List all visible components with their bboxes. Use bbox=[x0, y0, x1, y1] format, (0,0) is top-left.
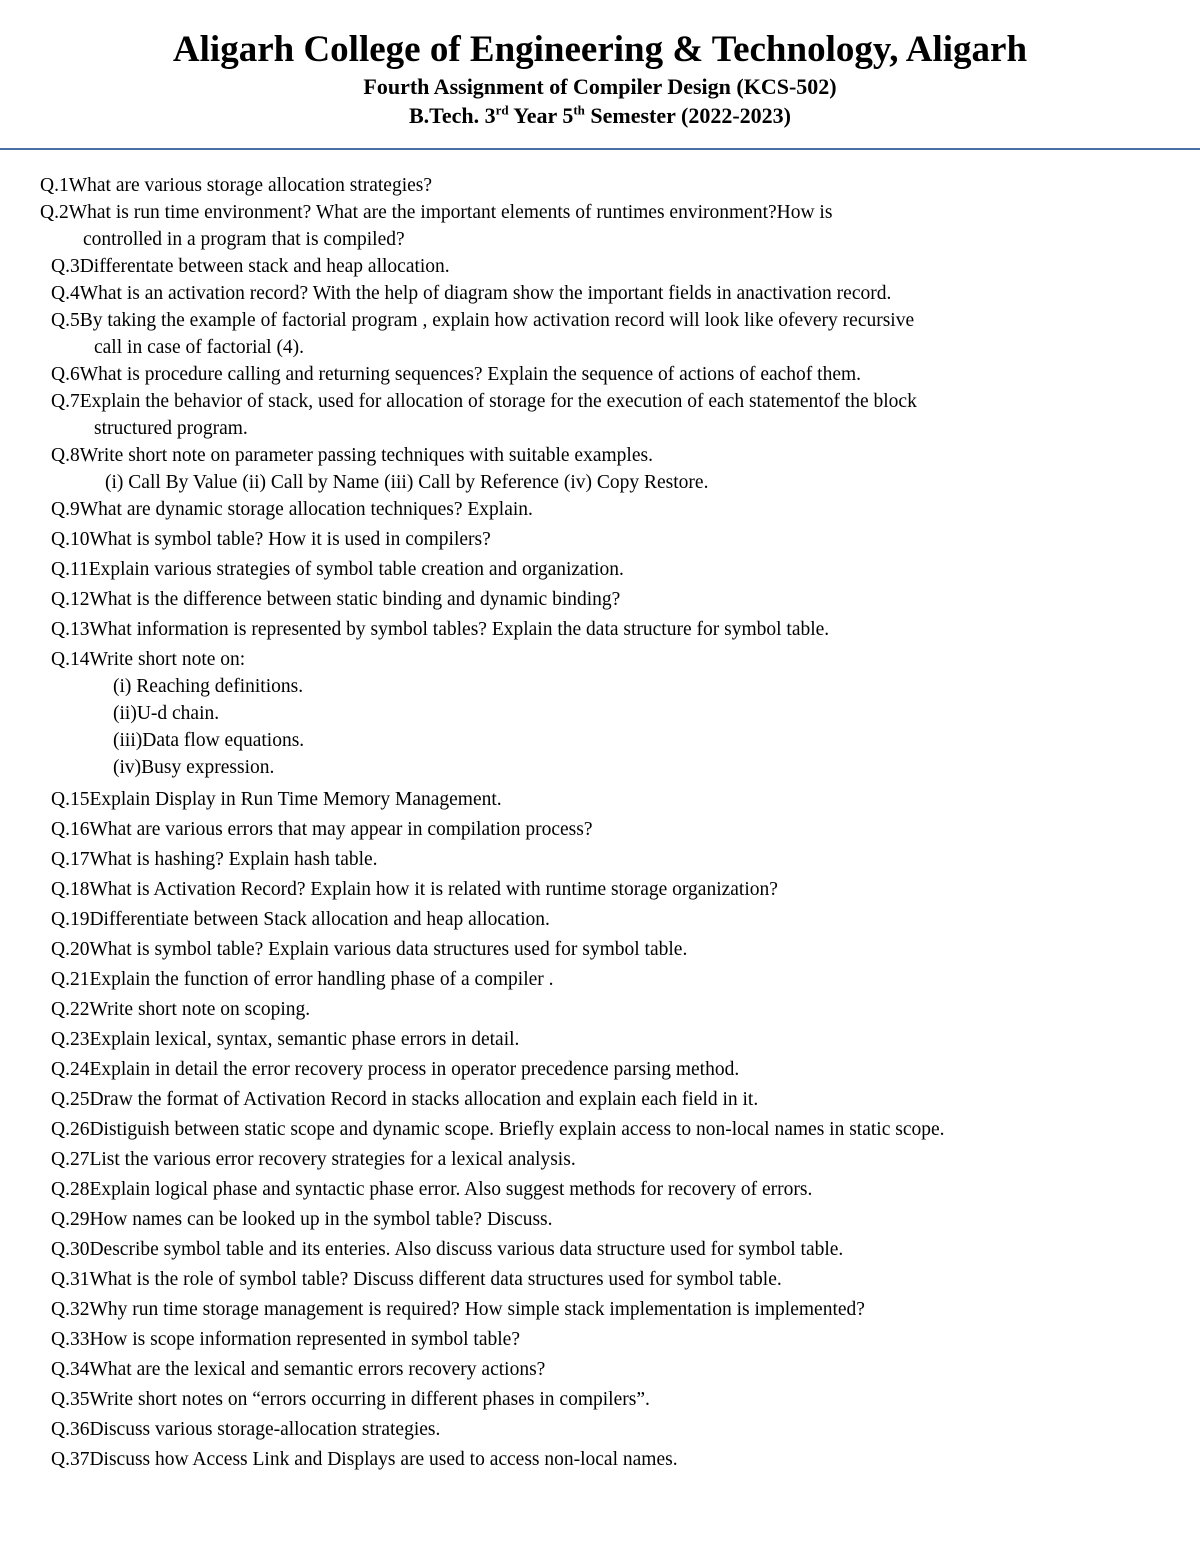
question-number: Q.33 bbox=[51, 1329, 90, 1350]
question-item bbox=[0, 1176, 1200, 1203]
question-item bbox=[0, 496, 1200, 523]
question-text: Describe symbol table and its enteries. Also discuss various data structure used for symbol table. bbox=[89, 1239, 844, 1260]
question-item bbox=[0, 586, 1200, 613]
question-number: Q.24 bbox=[51, 1059, 90, 1080]
question-text: What is an activation record? With the help of diagram show the important fields in anactivation record. bbox=[79, 283, 892, 304]
college-name: Aligarh College of Engineering & Technology, Aligarh bbox=[172, 29, 1028, 70]
question-number: Q.18 bbox=[51, 879, 90, 900]
question-item bbox=[0, 199, 1200, 226]
question-number: Q.37 bbox=[51, 1449, 90, 1470]
question-item bbox=[0, 1146, 1200, 1173]
question-number: Q.30 bbox=[51, 1239, 90, 1260]
question-item bbox=[0, 361, 1200, 388]
semester-prefix: Year 5 bbox=[508, 103, 574, 128]
question-text: Explain logical phase and syntactic phase error. Also suggest methods for recovery of errors. bbox=[89, 1179, 813, 1200]
question-item bbox=[0, 786, 1200, 813]
question-subitem: (i) Reaching definitions. bbox=[113, 676, 304, 697]
question-item bbox=[0, 526, 1200, 553]
question-subitem: (iv)Busy expression. bbox=[113, 757, 275, 778]
question-item bbox=[0, 876, 1200, 903]
question-text: Write short note on scoping. bbox=[89, 999, 311, 1020]
question-item bbox=[0, 616, 1200, 643]
question-text: How is scope information represented in symbol table? bbox=[89, 1329, 520, 1350]
question-text: What is symbol table? Explain various data structures used for symbol table. bbox=[89, 939, 688, 960]
question-text: Differentiate between Stack allocation and heap allocation. bbox=[89, 909, 550, 930]
question-text: How names can be looked up in the symbol table? Discuss. bbox=[89, 1209, 553, 1230]
question-item bbox=[0, 307, 1200, 334]
question-item bbox=[0, 1356, 1200, 1383]
question-number: Q.1 bbox=[40, 175, 69, 196]
question-text: Why run time storage management is required? How simple stack implementation is implemented? bbox=[89, 1299, 865, 1320]
question-item bbox=[0, 280, 1200, 307]
question-text: What are various errors that may appear in compilation process? bbox=[89, 819, 593, 840]
question-item bbox=[0, 1416, 1200, 1443]
question-number: Q.8 bbox=[51, 445, 80, 466]
question-text: Write short note on parameter passing techniques with suitable examples. bbox=[79, 445, 653, 466]
question-item bbox=[0, 906, 1200, 933]
question-number: Q.28 bbox=[51, 1179, 90, 1200]
question-number: Q.12 bbox=[51, 589, 90, 610]
question-text: What is procedure calling and returning sequences? Explain the sequence of actions of eachof them. bbox=[79, 364, 862, 385]
question-number: Q.19 bbox=[51, 909, 90, 930]
question-item bbox=[0, 1296, 1200, 1323]
question-number: Q.26 bbox=[51, 1119, 90, 1140]
question-item bbox=[0, 816, 1200, 843]
question-number: Q.13 bbox=[51, 619, 90, 640]
question-text: Explain the behavior of stack, used for allocation of storage for the execution of each statementof the block bbox=[79, 391, 917, 412]
question-text: Explain lexical, syntax, semantic phase errors in detail. bbox=[89, 1029, 520, 1050]
question-text: What are the lexical and semantic errors recovery actions? bbox=[89, 1359, 546, 1380]
question-number: Q.4 bbox=[51, 283, 80, 304]
semester-session: Semester (2022-2023) bbox=[584, 103, 791, 128]
question-number: Q.21 bbox=[51, 969, 90, 990]
question-text: By taking the example of factorial program , explain how activation record will look like ofevery recursive bbox=[79, 310, 915, 331]
question-text: What is symbol table? How it is used in compilers? bbox=[89, 529, 491, 550]
question-item bbox=[0, 996, 1200, 1023]
question-item bbox=[0, 1236, 1200, 1263]
question-number: Q.32 bbox=[51, 1299, 90, 1320]
question-text: Discuss various storage-allocation strategies. bbox=[89, 1419, 441, 1440]
question-text: What information is represented by symbol tables? Explain the data structure for symbol table. bbox=[89, 619, 830, 640]
question-item bbox=[0, 966, 1200, 993]
question-text: What is hashing? Explain hash table. bbox=[89, 849, 378, 870]
question-number: Q.23 bbox=[51, 1029, 90, 1050]
question-number: Q.16 bbox=[51, 819, 90, 840]
question-item bbox=[0, 388, 1200, 415]
question-item bbox=[0, 1446, 1200, 1473]
question-item bbox=[0, 1116, 1200, 1143]
question-text: Differentate between stack and heap allocation. bbox=[79, 256, 450, 277]
question-number: Q.14 bbox=[51, 649, 90, 670]
question-item bbox=[0, 646, 1200, 673]
question-subitem: (ii)U-d chain. bbox=[113, 703, 220, 724]
question-item bbox=[0, 556, 1200, 583]
year-prefix: B.Tech. 3 bbox=[408, 103, 496, 128]
question-number: Q.27 bbox=[51, 1149, 90, 1170]
question-number: Q.31 bbox=[51, 1269, 90, 1290]
question-text: Write short notes on “errors occurring in different phases in compilers”. bbox=[89, 1389, 650, 1410]
question-item bbox=[0, 253, 1200, 280]
question-text: Explain various strategies of symbol table creation and organization. bbox=[88, 559, 624, 580]
question-continuation: controlled in a program that is compiled? bbox=[83, 229, 405, 250]
question-list bbox=[0, 172, 1200, 1473]
question-number: Q.22 bbox=[51, 999, 90, 1020]
question-text: What are dynamic storage allocation techniques? Explain. bbox=[79, 499, 533, 520]
question-number: Q.3 bbox=[51, 256, 80, 277]
question-number: Q.2 bbox=[40, 202, 69, 223]
question-number: Q.5 bbox=[51, 310, 80, 331]
question-text: What is the role of symbol table? Discuss different data structures used for symbol table. bbox=[89, 1269, 782, 1290]
question-item bbox=[0, 1086, 1200, 1113]
question-number: Q.9 bbox=[51, 499, 80, 520]
question-item bbox=[0, 1386, 1200, 1413]
question-text: What is the difference between static binding and dynamic binding? bbox=[89, 589, 621, 610]
question-text: Explain the function of error handling phase of a compiler . bbox=[89, 969, 554, 990]
question-number: Q.6 bbox=[51, 364, 80, 385]
document-header bbox=[0, 28, 1200, 130]
question-number: Q.15 bbox=[51, 789, 90, 810]
question-item bbox=[0, 1206, 1200, 1233]
question-item bbox=[0, 1056, 1200, 1083]
course-year-line bbox=[0, 101, 1200, 130]
year-ordinal: rd bbox=[495, 102, 509, 118]
question-number: Q.7 bbox=[51, 391, 80, 412]
question-item bbox=[0, 1326, 1200, 1353]
question-text: Explain Display in Run Time Memory Management. bbox=[89, 789, 502, 810]
question-number: Q.17 bbox=[51, 849, 90, 870]
question-text: Write short note on: bbox=[89, 649, 246, 670]
question-number: Q.36 bbox=[51, 1419, 90, 1440]
question-subitem: (i) Call By Value (ii) Call by Name (iii) Call by Reference (iv) Copy Restore. bbox=[105, 472, 709, 493]
assignment-title: Fourth Assignment of Compiler Design (KCS-502) bbox=[363, 74, 837, 99]
question-number: Q.10 bbox=[51, 529, 90, 550]
question-continuation: structured program. bbox=[94, 418, 248, 439]
question-item bbox=[0, 846, 1200, 873]
question-subitem: (iii)Data flow equations. bbox=[113, 730, 305, 751]
question-text: Draw the format of Activation Record in stacks allocation and explain each field in it. bbox=[89, 1089, 759, 1110]
question-text: Distiguish between static scope and dynamic scope. Briefly explain access to non-local names in static scope. bbox=[89, 1119, 945, 1140]
question-number: Q.35 bbox=[51, 1389, 90, 1410]
question-continuation: call in case of factorial (4). bbox=[94, 337, 305, 358]
question-number: Q.34 bbox=[51, 1359, 90, 1380]
question-text: What is run time environment? What are the important elements of runtimes environment?How is bbox=[68, 202, 833, 223]
question-item bbox=[0, 1026, 1200, 1053]
question-text: Explain in detail the error recovery process in operator precedence parsing method. bbox=[89, 1059, 740, 1080]
question-number: Q.11 bbox=[51, 559, 89, 580]
header-divider bbox=[0, 148, 1200, 150]
question-item bbox=[0, 442, 1200, 469]
question-number: Q.29 bbox=[51, 1209, 90, 1230]
question-text: List the various error recovery strategies for a lexical analysis. bbox=[89, 1149, 576, 1170]
question-item bbox=[0, 936, 1200, 963]
question-text: What are various storage allocation strategies? bbox=[68, 175, 433, 196]
question-item bbox=[0, 172, 1200, 199]
semester-ordinal: th bbox=[573, 102, 585, 118]
question-item bbox=[0, 1266, 1200, 1293]
question-text: Discuss how Access Link and Displays are used to access non-local names. bbox=[89, 1449, 678, 1470]
question-number: Q.20 bbox=[51, 939, 90, 960]
question-text: What is Activation Record? Explain how it is related with runtime storage organization? bbox=[89, 879, 778, 900]
question-number: Q.25 bbox=[51, 1089, 90, 1110]
